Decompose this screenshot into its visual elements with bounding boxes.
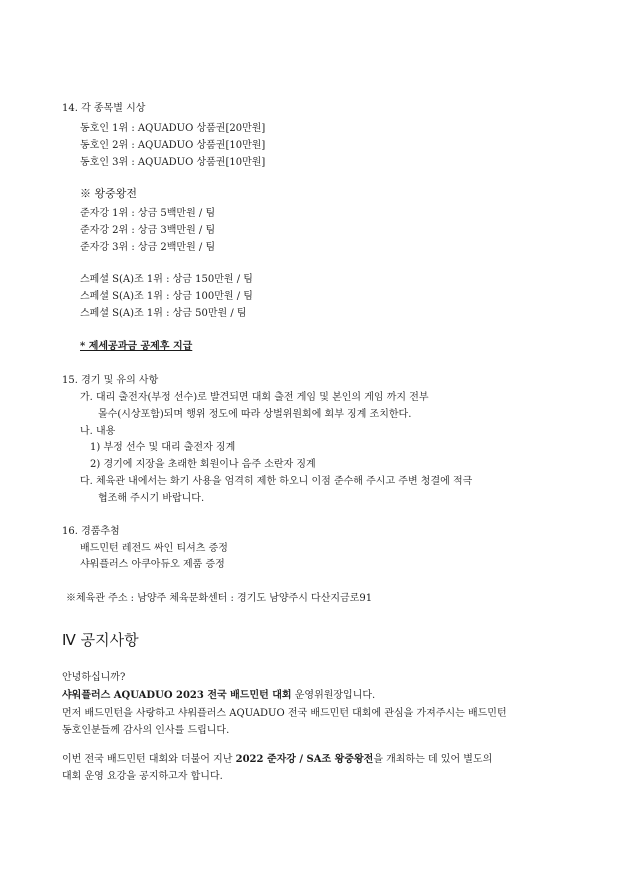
club-prize-line: 동호인 1위 : AQUADUO 상품권[20만원]: [80, 123, 266, 134]
tax-note: * 제세공과금 공제후 지급: [80, 341, 193, 352]
runnerup-prize-line: 준자강 1위 : 상금 5백만원 / 팀: [80, 208, 216, 219]
note-na-item-1: 1) 부정 선수 및 대리 출전자 징계: [90, 442, 236, 453]
event-text-pre: 이번 전국 배드민턴 대회와 더불어 지난: [62, 754, 236, 765]
event-text-post: 을 개최하는 데 있어 별도의: [373, 754, 493, 765]
gift-line: 배드민턴 레전드 싸인 티셔츠 증정: [80, 543, 228, 554]
note-na-item-2: 2) 경기에 지장을 초래한 회원이나 음주 소란자 징계: [90, 459, 316, 470]
championship-heading: ※ 왕중왕전: [80, 187, 138, 200]
note-ga-line-1: 가. 대리 출전자(부정 선수)로 발견되면 대회 출전 게임 및 본인의 게임 까지 전부: [80, 392, 429, 403]
organizer-name: 샤워플러스 AQUADUO 2023 전국 배드민턴 대회: [62, 690, 292, 701]
notice-event-line-1: [62, 755, 492, 765]
notice-organizer-line: [62, 691, 375, 701]
notice-greeting: 안녕하십니까?: [62, 672, 126, 683]
note-da-line-2: 협조해 주시기 바랍니다.: [98, 493, 205, 504]
runnerup-prize-line: 준자강 2위 : 상금 3백만원 / 팀: [80, 225, 216, 236]
notice-thanks-line-1: 먼저 배드민턴을 사랑하고 샤워플러스 AQUADUO 전국 배드민턴 대회에 관심을 가져주시는 배드민턴: [62, 708, 507, 719]
special-prize-line: 스페셜 S(A)조 1위 : 상금 50만원 / 팀: [80, 308, 247, 319]
section-14-heading: 14. 각 종목별 시상: [62, 103, 146, 114]
note-ga-line-2: 몰수(시상포함)되며 행위 정도에 따라 상벌위원회에 회부 징계 조치한다.: [98, 409, 412, 420]
club-prize-line: 동호인 2위 : AQUADUO 상품권[10만원]: [80, 140, 266, 151]
note-da-line-1: 다. 체육관 내에서는 화기 사용을 엄격히 제한 하오니 이점 준수해 주시고 주변 청결에 적극: [80, 476, 473, 487]
organizer-role: 운영위원장입니다.: [291, 690, 376, 701]
section-16-heading: 16. 경품추첨: [62, 526, 120, 537]
section-15-heading: 15. 경기 및 유의 사항: [62, 375, 159, 386]
gift-line: 샤워플러스 아쿠아듀오 제품 증정: [80, 559, 225, 570]
event-highlight: 2022 준자강 / SA조 왕중왕전: [235, 754, 374, 765]
venue-address: ※체육관 주소 : 남양주 체육문화센터 : 경기도 남양주시 다산지금로91: [66, 593, 373, 604]
club-prize-line: 동호인 3위 : AQUADUO 상품권[10만원]: [80, 157, 266, 168]
runnerup-prize-line: 준자강 3위 : 상금 2백만원 / 팀: [80, 242, 216, 253]
notice-event-line-2: 대회 운영 요강을 공지하고자 합니다.: [62, 771, 223, 782]
notice-title: Ⅳ 공지사항: [62, 631, 139, 649]
special-prize-line: 스페셜 S(A)조 1위 : 상금 150만원 / 팀: [80, 274, 253, 285]
special-prize-line: 스페셜 S(A)조 1위 : 상금 100만원 / 팀: [80, 291, 253, 302]
note-na-heading: 나. 내용: [80, 426, 116, 437]
notice-thanks-line-2: 동호인분들께 감사의 인사를 드립니다.: [62, 725, 230, 736]
